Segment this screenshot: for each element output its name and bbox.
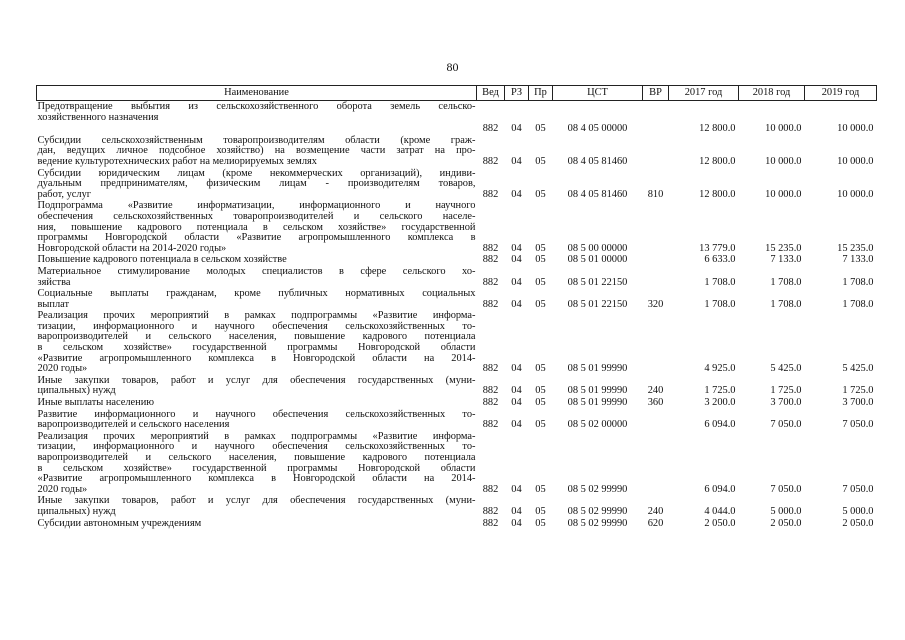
pr-cell [529,101,553,124]
row-name-cell [37,123,477,135]
amount-2018-cell: 3 700.0 [770,397,802,409]
row-name-line: Социальные выплаты гражданам, кроме публичных нормативных социальных [37,288,476,300]
vr-cell [643,409,669,431]
cst-cell: 08 5 02 99990 [567,483,628,495]
row-name-line: Иные закупки товаров, работ и услуг для обеспечения государственных (муни- [37,374,476,386]
ved-cell: 882 [482,188,499,200]
rz-cell: 04 [511,419,522,431]
cst-cell: 08 4 05 00000 [567,123,628,135]
table-row [37,518,877,530]
table-row [37,135,877,168]
pr-cell: 05 [535,517,546,529]
row-name-cell [37,495,477,517]
amount-2019-cell: 10 000.0 [837,155,874,167]
row-name-cell [37,310,477,375]
amount-2017-cell: 6 094.0 [704,483,736,495]
row-name-line: Субсидии юридическим лицам (кроме некоммерческих организаций), индиви- [37,167,476,179]
row-name-line: Субсидии сельскохозяйственным товаропроизводителям области (кроме граж- [37,134,476,146]
row-name-line: Иные выплаты населению [37,397,155,409]
amount-2018-cell: 5 425.0 [770,363,802,375]
header-vr: ВР [643,86,669,101]
vr-cell [643,266,669,288]
ved-cell: 882 [482,155,499,167]
pr-cell: 05 [535,188,546,200]
pr-cell: 05 [535,155,546,167]
cst-cell: 08 5 01 99990 [567,397,628,409]
header-row [37,86,877,101]
amount-2019-cell: 15 235.0 [837,242,874,254]
amount-2019-cell: 1 708.0 [842,298,874,310]
ved-cell: 882 [482,363,499,375]
table-row [37,288,877,310]
cst-cell: 08 4 05 81460 [567,188,628,200]
amount-2018-cell: 1 708.0 [770,276,802,288]
amount-2019-cell: 10 000.0 [837,188,874,200]
row-name-line: работ, услуг [37,188,92,200]
ved-cell: 882 [482,419,499,431]
cst-cell: 08 5 01 22150 [567,298,628,310]
table-row [37,254,877,266]
row-name-cell [37,168,477,201]
table-row [37,168,877,201]
amount-2018-cell: 7 050.0 [770,419,802,431]
row-name-line: программы Новгородской области «Развитие агропромышленного комплекса в [37,232,476,244]
pr-cell: 05 [535,298,546,310]
amount-2017-cell: 13 779.0 [699,242,736,254]
pr-cell: 05 [535,385,546,397]
amount-2017-cell: 6 633.0 [704,254,736,266]
rz-cell: 04 [511,517,522,529]
ved-cell: 882 [482,517,499,529]
amount-2019-cell: 1 708.0 [842,276,874,288]
ved-cell: 882 [482,298,499,310]
amount-2019-cell: 3 700.0 [842,397,874,409]
row-name-line: Реализация прочих мероприятий в рамках подпрограммы «Развитие информа- [37,430,476,442]
cst-cell: 08 5 02 99990 [567,505,628,517]
ved-cell: 882 [482,397,499,409]
cst-cell [553,101,643,124]
amount-2017-cell: 12 800.0 [699,155,736,167]
header-rz: РЗ [505,86,529,101]
rz-cell: 04 [511,397,522,409]
header-cst: ЦСТ [553,86,643,101]
row-name-line: 2020 годы» [37,483,88,495]
row-name-line: выплат [37,298,70,310]
row-name-line: Субсидии автономным учреждениям [37,517,202,529]
pr-cell: 05 [535,363,546,375]
rz-cell: 04 [511,505,522,517]
row-name-cell [37,431,477,496]
rz-cell [505,101,529,124]
row-name-cell [37,200,477,254]
amount-2017-cell: 3 200.0 [704,397,736,409]
amount-2017-cell: 6 094.0 [704,419,736,431]
header-ved: Вед [477,86,505,101]
rz-cell: 04 [511,188,522,200]
table-row [37,409,877,431]
header-pr: Пр [529,86,553,101]
row-name-line: Развитие информационного и научного обеспечения сельскохозяйственных то- [37,408,476,420]
row-name-line: ципальных) нужд [37,385,116,397]
row-name-cell [37,375,477,397]
amount-2017-cell: 2 050.0 [704,517,736,529]
row-name-line: Реализация прочих мероприятий в рамках подпрограммы «Развитие информа- [37,310,476,322]
amount-2019-cell: 5 425.0 [842,363,874,375]
cst-cell: 08 5 02 99990 [567,517,628,529]
amount-2018-cell: 10 000.0 [765,155,802,167]
pr-cell: 05 [535,276,546,288]
amount-2018-cell: 2 050.0 [770,517,802,529]
row-name-line: Новгородской области на 2014-2020 годы» [37,242,227,254]
row-name-line: дуальным предпринимателям, физическим лицам - производителям товаров, [37,178,476,190]
pr-cell: 05 [535,397,546,409]
amount-2019-cell: 7 050.0 [842,419,874,431]
amount-2019-cell [805,101,877,124]
row-name-cell [37,409,477,431]
amount-2017-cell: 1 725.0 [704,385,736,397]
row-name-line: хозяйственного назначения [37,111,159,123]
row-name-cell [37,254,477,266]
amount-2018-cell: 1 708.0 [770,298,802,310]
rz-cell: 04 [511,298,522,310]
page-number: 80 [446,60,459,74]
row-name-line: ния, повышение кадрового потенциала в сельском хозяйстве» государственной [37,221,476,233]
header-2019: 2019 год [805,86,877,101]
rz-cell: 04 [511,385,522,397]
amount-2017-cell: 4 044.0 [704,505,736,517]
cst-cell: 08 5 01 22150 [567,276,628,288]
header-2018: 2018 год [739,86,805,101]
amount-2019-cell: 5 000.0 [842,505,874,517]
row-name-line: Подпрограмма «Развитие информатизации, информационного и научного [37,200,476,212]
table-row [37,397,877,409]
rz-cell: 04 [511,363,522,375]
cst-cell: 08 5 00 00000 [567,242,628,254]
row-name-line: варопроизводителей и сельского населения, повышение кадрового потенциала [37,331,476,343]
amount-2017-cell [669,101,739,124]
ved-cell: 882 [482,276,499,288]
vr-cell [643,310,669,375]
amount-2019-cell: 10 000.0 [837,123,874,135]
amount-2017-cell: 1 708.0 [704,276,736,288]
vr-cell: 360 [647,397,664,409]
row-name-line: тизации, информационного и научного обеспечения сельскохозяйственных то- [37,320,476,332]
vr-cell [643,200,669,254]
rz-cell: 04 [511,242,522,254]
rz-cell: 04 [511,276,522,288]
table-row [37,101,877,124]
amount-2018-cell: 7 050.0 [770,483,802,495]
vr-cell: 620 [647,517,664,529]
rz-cell: 04 [511,483,522,495]
amount-2018-cell [739,101,805,124]
amount-2017-cell: 12 800.0 [699,188,736,200]
cst-cell: 08 5 01 99990 [567,363,628,375]
ved-cell: 882 [482,385,499,397]
row-name-line: в сельском хозяйстве» государственной программы Новгородской области [37,462,476,474]
table-row [37,495,877,517]
row-name-line: Материальное стимулирование молодых специалистов в сфере сельского хо- [37,265,476,277]
row-name-line: Повышение кадрового потенциала в сельском хозяйстве [37,254,287,266]
vr-cell [643,123,669,135]
amount-2019-cell: 1 725.0 [842,385,874,397]
ved-cell [477,101,505,124]
amount-2017-cell: 1 708.0 [704,298,736,310]
row-name-line: ведение культуротехнических работ на мелиорируемых землях [37,155,317,167]
amount-2018-cell: 1 725.0 [770,385,802,397]
row-name-line: тизации, информационного и научного обеспечения сельскохозяйственных то- [37,441,476,453]
cst-cell: 08 5 02 00000 [567,419,628,431]
amount-2018-cell: 7 133.0 [770,254,802,266]
table-body [37,101,877,530]
row-name-line: Предотвращение выбытия из сельскохозяйственного оборота земель сельско- [37,101,476,112]
rz-cell: 04 [511,254,522,266]
row-name-line: ципальных) нужд [37,505,116,517]
amount-2018-cell: 10 000.0 [765,123,802,135]
row-name-cell [37,518,477,530]
vr-cell: 320 [647,298,664,310]
amount-2019-cell: 2 050.0 [842,517,874,529]
pr-cell: 05 [535,483,546,495]
ved-cell: 882 [482,242,499,254]
row-name-line: дан, ведущих личное подсобное хозяйство) на возмещение части затрат на про- [37,145,476,157]
cst-cell: 08 4 05 81460 [567,155,628,167]
pr-cell: 05 [535,123,546,135]
vr-cell [643,101,669,124]
header-name: Наименование [37,86,477,101]
row-name-line: «Развитие агропромышленного комплекса в Новгородской области на 2014- [37,352,476,364]
cst-cell: 08 5 01 99990 [567,385,628,397]
row-name-line: в сельском хозяйстве» государственной программы Новгородской области [37,342,476,354]
row-name-line: зяйства [37,276,71,288]
amount-2019-cell: 7 050.0 [842,483,874,495]
row-name-cell [37,397,477,409]
ved-cell: 882 [482,123,499,135]
row-name-line: варопроизводителей и сельского населения, повышение кадрового потенциала [37,452,476,463]
vr-cell [643,135,669,168]
header-2017: 2017 год [669,86,739,101]
vr-cell: 240 [647,385,664,397]
pr-cell: 05 [535,419,546,431]
rz-cell: 04 [511,123,522,135]
rz-cell: 04 [511,155,522,167]
row-name-cell [37,266,477,288]
row-name-cell [37,135,477,168]
amount-2017-cell: 4 925.0 [704,363,736,375]
ved-cell: 882 [482,505,499,517]
ved-cell: 882 [482,254,499,266]
row-name-line: 2020 годы» [37,363,88,375]
table-row [37,123,877,135]
pr-cell: 05 [535,254,546,266]
row-name-line: обеспечения сельскохозяйственных товаропроизводителей и сельского населе- [37,210,476,222]
cst-cell: 08 5 01 00000 [567,254,628,266]
table-row [37,310,877,375]
amount-2017-cell: 12 800.0 [699,123,736,135]
budget-table [36,85,877,529]
row-name-line: варопроизводителей и сельского населения [37,419,230,431]
amount-2018-cell: 5 000.0 [770,505,802,517]
pr-cell: 05 [535,242,546,254]
row-name-cell [37,288,477,310]
vr-cell: 240 [647,505,664,517]
ved-cell: 882 [482,483,499,495]
row-name-cell [37,101,477,124]
row-name-line: «Развитие агропромышленного комплекса в Новгородской области на 2014- [37,473,476,485]
table-row [37,266,877,288]
pr-cell: 05 [535,505,546,517]
vr-cell [643,254,669,266]
table-row [37,431,877,496]
table-row [37,200,877,254]
vr-cell: 810 [647,188,664,200]
vr-cell [643,431,669,496]
amount-2018-cell: 15 235.0 [765,242,802,254]
table-row [37,375,877,397]
amount-2019-cell: 7 133.0 [842,254,874,266]
amount-2018-cell: 10 000.0 [765,188,802,200]
row-name-line: Иные закупки товаров, работ и услуг для обеспечения государственных (муни- [37,495,476,507]
